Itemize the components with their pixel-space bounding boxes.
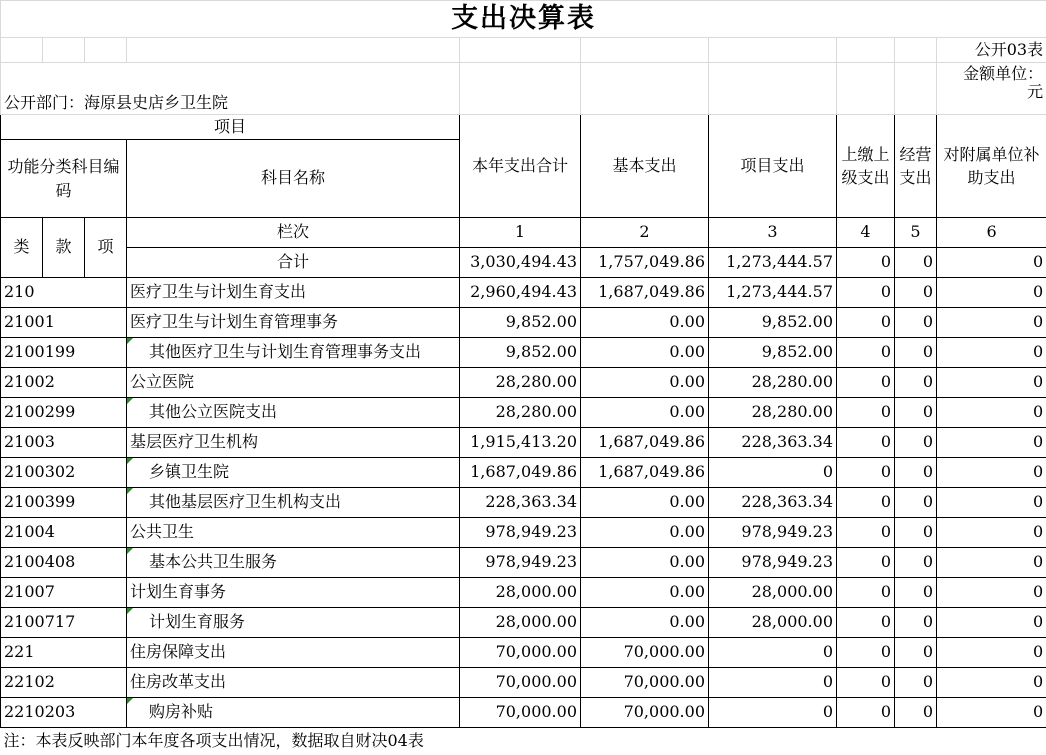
row-value: 28,000.00 (709, 578, 837, 608)
row-subject-name: 其他公立医院支出 (127, 398, 460, 428)
row-code: 210 (1, 278, 127, 308)
row-code: 2100302 (1, 458, 127, 488)
row-value: 1,273,444.57 (709, 278, 837, 308)
row-subject-name: 计划生育服务 (127, 608, 460, 638)
seq-5: 5 (895, 218, 937, 248)
row-value: 70,000.00 (581, 698, 709, 728)
row-value: 9,852.00 (709, 338, 837, 368)
row-value: 0 (937, 578, 1046, 608)
row-value: 978,949.23 (709, 548, 837, 578)
row-value: 0 (895, 338, 937, 368)
row-value: 0 (837, 698, 895, 728)
row-value: 0 (895, 428, 937, 458)
row-value: 0.00 (581, 608, 709, 638)
row-value: 0 (895, 548, 937, 578)
row-value: 0 (837, 578, 895, 608)
table-row (1, 398, 1046, 428)
row-code: 2100399 (1, 488, 127, 518)
row-value: 0 (837, 518, 895, 548)
row-value: 70,000.00 (460, 638, 581, 668)
unit-cell (937, 63, 1046, 115)
unit-label: 金额单位： (963, 64, 1044, 83)
row-value: 0 (837, 368, 895, 398)
row-value: 0 (837, 278, 895, 308)
row-subject-name: 基本公共卫生服务 (127, 548, 460, 578)
row-value: 0 (837, 398, 895, 428)
header-item: 项目 (1, 115, 460, 140)
row-value: 70,000.00 (581, 638, 709, 668)
row-code: 22102 (1, 668, 127, 698)
table-row (1, 638, 1046, 668)
row-subject-name: 其他医疗卫生与计划生育管理事务支出 (127, 338, 460, 368)
row-value: 28,280.00 (709, 398, 837, 428)
table-row (1, 548, 1046, 578)
row-subject-name: 住房改革支出 (127, 668, 460, 698)
row-value: 0.00 (581, 488, 709, 518)
row-value: 0 (937, 338, 1046, 368)
table-row (1, 308, 1046, 338)
header-xiang: 项 (85, 218, 127, 278)
row-value: 9,852.00 (460, 338, 581, 368)
row-value: 0 (895, 368, 937, 398)
row-value: 0 (895, 578, 937, 608)
row-value: 0 (709, 638, 837, 668)
row-value: 1,687,049.86 (460, 458, 581, 488)
row-value: 0 (895, 698, 937, 728)
row-value: 0 (937, 488, 1046, 518)
row-value: 0.00 (581, 308, 709, 338)
row-value: 28,000.00 (460, 608, 581, 638)
row-value: 0 (895, 488, 937, 518)
row-value: 0 (937, 458, 1046, 488)
row-value: 0 (837, 668, 895, 698)
row-subject-name: 基层医疗卫生机构 (127, 428, 460, 458)
header-column-seq: 栏次 (127, 218, 460, 248)
row-value: 28,000.00 (709, 608, 837, 638)
row-value: 0 (895, 398, 937, 428)
row-code: 2100717 (1, 608, 127, 638)
row-value: 70,000.00 (460, 668, 581, 698)
row-value: 978,949.23 (709, 518, 837, 548)
total-value: 1,757,049.86 (581, 248, 709, 278)
row-value: 0 (937, 548, 1046, 578)
header-upper: 上缴上级支出 (837, 115, 895, 218)
total-value: 0 (837, 248, 895, 278)
header-business: 经营支出 (895, 115, 937, 218)
row-value: 0 (895, 608, 937, 638)
seq-2: 2 (581, 218, 709, 248)
row-value: 1,915,413.20 (460, 428, 581, 458)
row-value: 1,687,049.86 (581, 278, 709, 308)
row-subject-name: 医疗卫生与计划生育管理事务 (127, 308, 460, 338)
row-value: 0 (937, 428, 1046, 458)
seq-3: 3 (709, 218, 837, 248)
department-label: 公开部门：海原县史店乡卫生院 (1, 63, 460, 115)
row-value: 28,280.00 (460, 398, 581, 428)
row-value: 228,363.34 (460, 488, 581, 518)
row-code: 2210203 (1, 698, 127, 728)
row-value: 0 (837, 548, 895, 578)
row-value: 228,363.34 (709, 428, 837, 458)
header-subsidy: 对附属单位补助支出 (937, 115, 1046, 218)
row-value: 0 (837, 308, 895, 338)
header-basic: 基本支出 (581, 115, 709, 218)
row-value: 70,000.00 (581, 668, 709, 698)
seq-4: 4 (837, 218, 895, 248)
total-value: 3,030,494.43 (460, 248, 581, 278)
table-row (1, 278, 1046, 308)
header-total: 本年支出合计 (460, 115, 581, 218)
seq-6: 6 (937, 218, 1046, 248)
row-code: 21007 (1, 578, 127, 608)
row-value: 0 (895, 458, 937, 488)
seq-1: 1 (460, 218, 581, 248)
row-code: 2100299 (1, 398, 127, 428)
row-value: 0 (937, 608, 1046, 638)
row-value: 28,280.00 (709, 368, 837, 398)
row-value: 0 (937, 518, 1046, 548)
row-value: 228,363.34 (709, 488, 837, 518)
table-row (1, 338, 1046, 368)
row-subject-name: 其他基层医疗卫生机构支出 (127, 488, 460, 518)
row-value: 0 (895, 518, 937, 548)
row-value: 0 (937, 398, 1046, 428)
row-value: 0 (837, 428, 895, 458)
table-row (1, 608, 1046, 638)
row-subject-name: 公共卫生 (127, 518, 460, 548)
row-code: 21004 (1, 518, 127, 548)
row-value: 28,280.00 (460, 368, 581, 398)
row-value: 0.00 (581, 338, 709, 368)
row-subject-name: 公立医院 (127, 368, 460, 398)
row-value: 0 (937, 668, 1046, 698)
row-value: 0 (937, 638, 1046, 668)
row-value: 70,000.00 (460, 698, 581, 728)
table-row (1, 518, 1046, 548)
row-value: 0 (895, 308, 937, 338)
row-value: 0 (709, 458, 837, 488)
header-lei: 类 (1, 218, 43, 278)
row-subject-name: 乡镇卫生院 (127, 458, 460, 488)
row-value: 978,949.23 (460, 518, 581, 548)
page-title: 支出决算表 (1, 1, 1046, 38)
total-value: 1,273,444.57 (709, 248, 837, 278)
row-value: 0.00 (581, 518, 709, 548)
row-value: 978,949.23 (460, 548, 581, 578)
row-code: 2100199 (1, 338, 127, 368)
row-value: 0 (837, 338, 895, 368)
row-value: 0 (709, 698, 837, 728)
table-row (1, 488, 1046, 518)
row-code: 21002 (1, 368, 127, 398)
total-label: 合计 (127, 248, 460, 278)
row-value: 0 (937, 278, 1046, 308)
footnote: 注：本表反映部门本年度各项支出情况，数据取自财决04表 (3, 730, 424, 750)
table-row (1, 698, 1046, 728)
header-func-code: 功能分类科目编码 (1, 140, 127, 218)
row-value: 0 (837, 608, 895, 638)
row-subject-name: 计划生育事务 (127, 578, 460, 608)
row-subject-name: 购房补贴 (127, 698, 460, 728)
row-value: 28,000.00 (460, 578, 581, 608)
header-project: 项目支出 (709, 115, 837, 218)
row-code: 2100408 (1, 548, 127, 578)
row-value: 0.00 (581, 578, 709, 608)
row-value: 0 (937, 308, 1046, 338)
table-row (1, 428, 1046, 458)
row-value: 0 (895, 668, 937, 698)
row-code: 21003 (1, 428, 127, 458)
row-value: 0 (837, 458, 895, 488)
row-value: 0 (837, 638, 895, 668)
row-value: 0 (895, 278, 937, 308)
row-value: 9,852.00 (709, 308, 837, 338)
row-code: 21001 (1, 308, 127, 338)
row-value: 0.00 (581, 398, 709, 428)
row-value: 0.00 (581, 368, 709, 398)
row-code: 221 (1, 638, 127, 668)
table-row (1, 668, 1046, 698)
row-value: 0 (937, 368, 1046, 398)
row-value: 2,960,494.43 (460, 278, 581, 308)
row-value: 9,852.00 (460, 308, 581, 338)
row-value: 0 (709, 668, 837, 698)
total-value: 0 (895, 248, 937, 278)
row-value: 1,687,049.86 (581, 428, 709, 458)
row-subject-name: 医疗卫生与计划生育支出 (127, 278, 460, 308)
table-row (1, 458, 1046, 488)
header-subject-name: 科目名称 (127, 140, 460, 218)
header-kuan: 款 (43, 218, 85, 278)
row-subject-name: 住房保障支出 (127, 638, 460, 668)
row-value: 0 (895, 638, 937, 668)
table-row (1, 368, 1046, 398)
row-value: 0 (937, 698, 1046, 728)
total-value: 0 (937, 248, 1046, 278)
form-code: 公开03表 (937, 38, 1046, 63)
row-value: 0.00 (581, 548, 709, 578)
unit-value: 元 (1027, 82, 1044, 102)
row-value: 1,687,049.86 (581, 458, 709, 488)
table-row (1, 578, 1046, 608)
row-value: 0 (837, 488, 895, 518)
